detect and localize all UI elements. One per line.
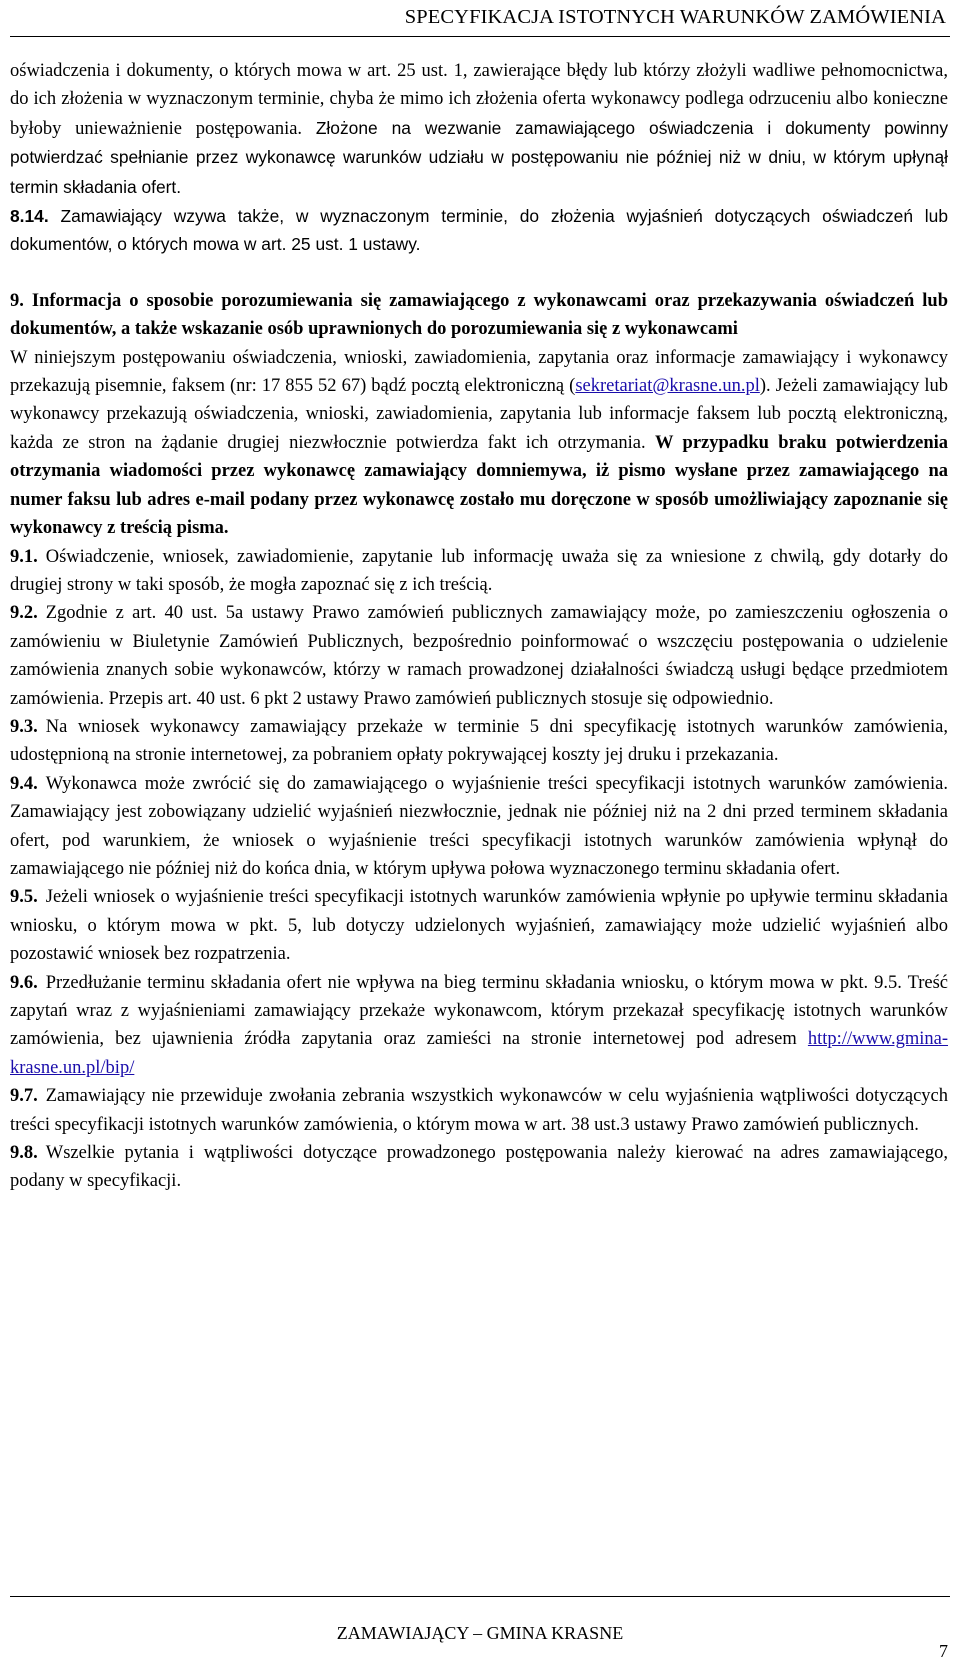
paragraph-number: 9.7. [10, 1086, 38, 1107]
paragraph-text: Oświadczenie, wniosek, zawiadomienie, zapytanie lub informację uważa się za wniesione z chwilą, gdy dotarły do drugiej strony w taki sposób, że mogła zapoznać się z ich treścią. [10, 546, 948, 595]
document-title: SPECYFIKACJA ISTOTNYCH WARUNKÓW ZAMÓWIENIA [404, 6, 946, 28]
continuation-part2: Złożone na wezwanie zamawiającego oświadczenia i dokumenty powinny potwierdzać spełnianie przez wykonawcę warunków udziału w postępowaniu nie później niż w dniu, w którym upłynął termin składania ofert. [10, 117, 949, 197]
intro-text-b: ). Jeżeli zamawiający lub wykonawcy przekazują oświadczenia, wnioski, zawiadomienia, zapytania lub informacje faksem lub pocztą elektroniczną, każda ze stron na żądanie drugiej niezwłocznie potwierdza fakt ich otrzymania. [10, 376, 949, 453]
paragraph-9-8 [10, 1139, 948, 1196]
paragraph-number: 9.5. [10, 887, 38, 908]
continuation-paragraph [10, 57, 948, 202]
paragraph-text: Wykonawca może zwrócić się do zamawiającego o wyjaśnienie treści specyfikacji istotnych warunków zamówienia. Zamawiający jest zobowiązany udzielić wyjaśnień niezwłocznie, jednak nie później niż na 2 dni przed terminem składania ofert, pod warunkiem, że wniosek o wyjaśnienie treści specyfikacji istotnych warunków zamówienia wpłynął do zamawiającego nie później niż do końca dnia, w którym upływa połowa wyznaczonego terminu składania ofert. [10, 773, 948, 879]
paragraph-number: 9.1. [10, 546, 38, 567]
header-divider [10, 36, 950, 37]
paragraph-9-4 [10, 770, 948, 884]
paragraph-text: Na wniosek wykonawcy zamawiający przekaże w terminie 5 dni specyfikację istotnych warunków zamówienia, udostępnioną na stronie internetowej, za pobraniem opłaty pokrywającej koszty jej druku i przekazania. [10, 716, 948, 766]
footer-divider [10, 1596, 950, 1597]
section-9-heading: 9. Informacja o sposobie porozumiewania się zamawiającego z wykonawcami oraz przekazywania oświadczeń lub dokumentów, a także wskazanie osób uprawnionych do porozumiewania się z wykonawcami [10, 290, 948, 340]
paragraph-number: 9.3. [10, 716, 38, 737]
footer-text: ZAMAWIAJĄCY – GMINA KRASNE [336, 1623, 624, 1643]
paragraph-9-5 [10, 883, 948, 968]
paragraph-number: 8.14. [10, 206, 49, 227]
paragraph-number: 9.2. [10, 603, 38, 624]
paragraph-8-14 [10, 202, 948, 259]
paragraph-number: 9.6. [10, 972, 38, 993]
paragraph-text: Przedłużanie terminu składania ofert nie wpływa na bieg terminu składania wniosku, o którym mowa w pkt. 9.5. Treść zapytań wraz z wyjaśnieniami zamawiający przekaże wykonawcom, którym przekazał specyfikację istotnych warunków zamówienia, bez ujawnienia źródła zapytania oraz zamieści na stronie internetowej pod adresem [10, 972, 948, 1050]
email-link[interactable]: sekretariat@krasne.un.pl [575, 376, 760, 397]
paragraph-9-7 [10, 1082, 948, 1139]
paragraph-9-3 [10, 713, 948, 770]
paragraph-9-2 [10, 599, 948, 713]
paragraph-text: Jeżeli wniosek o wyjaśnienie treści specyfikacji istotnych warunków zamówienia wpłynie po upływie terminu składania wniosku, o którym mowa w pkt. 5, lub dotyczy udzielonych wyjaśnień, zamawiający może udzielić wyjaśnień albo pozostawić wniosek bez rozpatrzenia. [10, 887, 948, 965]
document-body [10, 57, 948, 1196]
paragraph-9-6 [10, 969, 948, 1083]
intro-text-a: W niniejszym postępowaniu oświadczenia, wnioski, zawiadomienia, zapytania oraz informacje zamawiający i wykonawcy przekazują pisemnie, faksem (nr: 17 855 52 67) bądź pocztą elektroniczną ( [10, 347, 948, 397]
paragraph-number: 9.4. [10, 773, 38, 794]
paragraph-number: 9.8. [10, 1143, 38, 1164]
page-header [0, 0, 960, 40]
paragraph-9-1 [10, 543, 948, 600]
paragraph-text: Wszelkie pytania i wątpliwości dotyczące prowadzonego postępowania należy kierować na adres zamawiającego, podany w specyfikacji. [10, 1143, 948, 1192]
intro-bold-text: W przypadku braku potwierdzenia otrzymania wiadomości przez wykonawcę zamawiający domniemywa, iż pismo wysłane przez zamawiającego na numer faksu lub adres e-mail podany przez wykonawcę zostało mu doręczone w sposób umożliwiający zapoznanie się wykonawcy z treścią pisma. [10, 432, 948, 539]
continuation-part1: oświadczenia i dokumenty, o których mowa w art. 25 ust. 1, zawierające błędy lub którzy złożyli wadliwe pełnomocnictwa, do ich złożenia w wyznaczonym terminie, chyba że mimo ich złożenia oferta wykonawcy podlega odrzuceniu albo konieczne byłoby unieważnienie postępowania. [10, 61, 948, 139]
section-9-intro [10, 344, 948, 543]
paragraph-text: Zamawiający nie przewiduje zwołania zebrania wszystkich wykonawców w celu wyjaśnienia wątpliwości dotyczących treści specyfikacji istotnych warunków zamówienia, o którym mowa w art. 38 ust.3 ustawy Prawo zamówień publicznych. [10, 1086, 948, 1135]
paragraph-text: Zgodnie z art. 40 ust. 5a ustawy Prawo zamówień publicznych zamawiający może, po zamieszczeniu ogłoszenia o zamówieniu w Biuletynie Zamówień Publicznych, bezpośrednio poinformować o wszczęciu postępowania o udzielenie zamówienia znanych sobie wykonawców, którzy w ramach prowadzonej działalności świadczą usługi będące przedmiotem zamówienia. Przepis art. 40 ust. 6 pkt 2 ustawy Prawo zamówień publicznych stosuje się odpowiednio. [10, 603, 948, 709]
page-number: 7 [939, 1641, 948, 1661]
bip-link[interactable]: http://www.gmina-krasne.un.pl/bip/ [10, 1029, 949, 1078]
paragraph-text: Zamawiający wzywa także, w wyznaczonym terminie, do złożenia wyjaśnień dotyczących oświadczeń lub dokumentów, o których mowa w art. 25 ust. 1 ustawy. [10, 206, 948, 255]
